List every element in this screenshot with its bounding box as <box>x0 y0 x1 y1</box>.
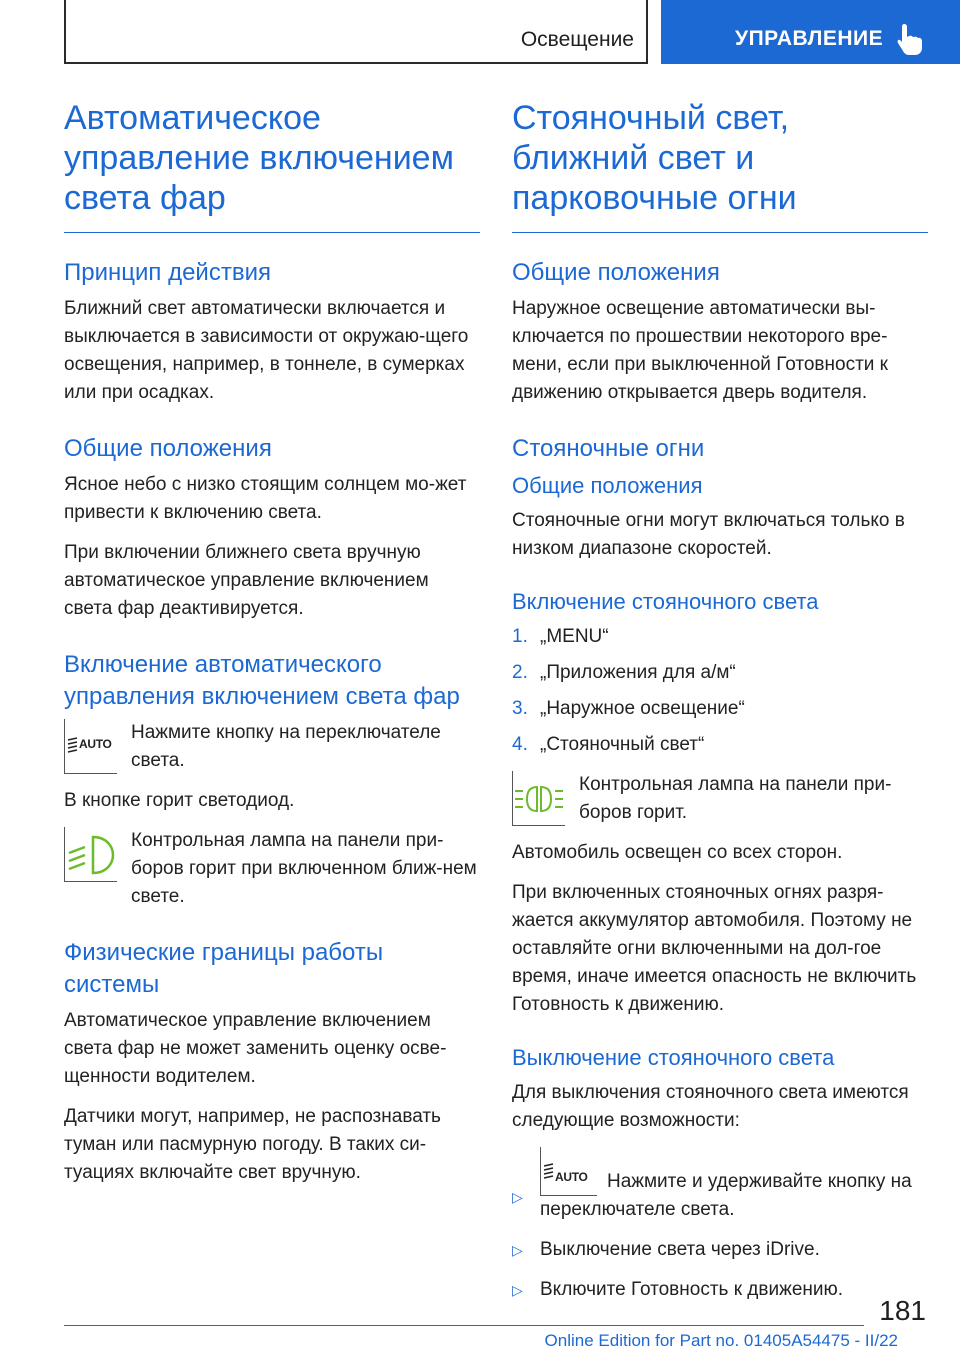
auto-headlight-icon <box>540 1147 597 1196</box>
title-rule <box>512 232 928 233</box>
heading-parking-lights: Стояночные огни <box>512 435 705 462</box>
heading-general: Общие положения <box>512 259 720 286</box>
footer-rule <box>64 1325 864 1326</box>
text-parking-lamp: Контрольная лампа на панели при-боров горит. <box>579 774 892 823</box>
low-beam-indicator-icon <box>64 827 117 882</box>
edition-text: Online Edition for Part no. 01405A54475 - II/22 <box>544 1331 898 1350</box>
step-item: 3. „Наружное освещение“ <box>512 698 745 719</box>
title-rule <box>64 232 480 233</box>
chapter-title: УПРАВЛЕНИЕ <box>735 27 884 50</box>
section-title: Освещение <box>520 28 634 51</box>
headlight-beam-icon <box>67 737 79 753</box>
headlight-beam-icon <box>543 1163 555 1179</box>
text-principle: Ближний свет автоматически включается и выключается в зависимости от окружаю-щего освещения, например, в тоннеле, в сумерках или при осадках. <box>64 298 469 403</box>
parking-light-indicator-icon <box>512 771 565 826</box>
heading-principle: Принцип действия <box>64 259 271 286</box>
text-led: В кнопке горит светодиод. <box>64 790 295 811</box>
list-item: ▷ Включите Готовность к движению. <box>512 1276 928 1304</box>
auto-button-row <box>64 719 480 775</box>
triangle-bullet-icon: ▷ <box>512 1189 523 1205</box>
text-lowbeam-lamp: Контрольная лампа на панели при-боров горит при включенном ближ-нем свете. <box>131 830 477 907</box>
right-title: Стояночный свет, ближний свет и парковочные огни <box>512 99 797 217</box>
text-limits-1: Автоматическое управление включением света фар не может заменить оценку осве-щенности водителем. <box>64 1010 447 1087</box>
text-battery-warning: При включенных стояночных огнях разря-жается аккумулятор автомобиля. Поэтому не оставляйте огни включенными на дол-гое время, иначе имеется опасность не включить Готовность к движению. <box>512 882 917 1015</box>
text-general-2: При включении ближнего света вручную автоматическое управление включением света фар деактивируется. <box>64 542 429 619</box>
text-general: Наружное освещение автоматически вы-ключается по прошествии некоторого вре-мени, если при выключенной Готовности к движению открывается дверь водителя. <box>512 298 888 403</box>
heading-parking-general: Общие положения <box>512 473 703 498</box>
auto-icon-label: AUTO <box>555 1170 588 1184</box>
lowbeam-indicator-row <box>64 827 480 911</box>
auto-icon-label: AUTO <box>79 737 112 751</box>
right-column <box>512 98 928 1316</box>
left-title: Автоматическое управление включением света фар <box>64 99 454 217</box>
disable-options-list <box>512 1147 928 1304</box>
text-press-button: Нажмите кнопку на переключателе света. <box>131 722 441 771</box>
heading-disable-parking: Выключение стояночного света <box>512 1045 835 1070</box>
heading-enable-auto: Включение автоматического управления включением света фар <box>64 651 460 710</box>
parking-indicator-row <box>512 771 928 827</box>
text-parking-general: Стояночные огни могут включаться только в низком диапазоне скоростей. <box>512 510 905 559</box>
hand-pointer-icon <box>895 22 925 56</box>
steps-list <box>512 623 928 759</box>
list-item: ▷ Выключение света через iDrive. <box>512 1236 928 1264</box>
triangle-bullet-icon: ▷ <box>512 1242 523 1258</box>
heading-general: Общие положения <box>64 435 272 462</box>
auto-headlight-icon <box>64 719 117 774</box>
chapter-tab <box>661 0 960 64</box>
left-column <box>64 98 480 1199</box>
step-item: 1. „MENU“ <box>512 626 609 647</box>
step-item: 2. „Приложения для а/м“ <box>512 662 736 683</box>
text-limits-2: Датчики могут, например, не распознавать туман или пасмурную погоду. В таких си-туациях включайте свет вручную. <box>64 1106 441 1183</box>
step-item: 4. „Стояночный свет“ <box>512 734 705 755</box>
text-lit-all-sides: Автомобиль освещен со всех сторон. <box>512 842 843 863</box>
list-item: ▷ AUTO Нажмите и удерживайте кнопку на переключателе света. <box>512 1147 928 1224</box>
heading-limits: Физические границы работы системы <box>64 939 384 998</box>
heading-enable-parking: Включение стояночного света <box>512 589 819 614</box>
header-section-box <box>64 0 648 64</box>
text-general-1: Ясное небо с низко стоящим солнцем мо-жет привести к включению света. <box>64 474 467 523</box>
text-disable-options: Для выключения стояночного света имеются следующие возможности: <box>512 1082 909 1131</box>
triangle-bullet-icon: ▷ <box>512 1282 523 1298</box>
page-number: 181 <box>879 1295 926 1326</box>
